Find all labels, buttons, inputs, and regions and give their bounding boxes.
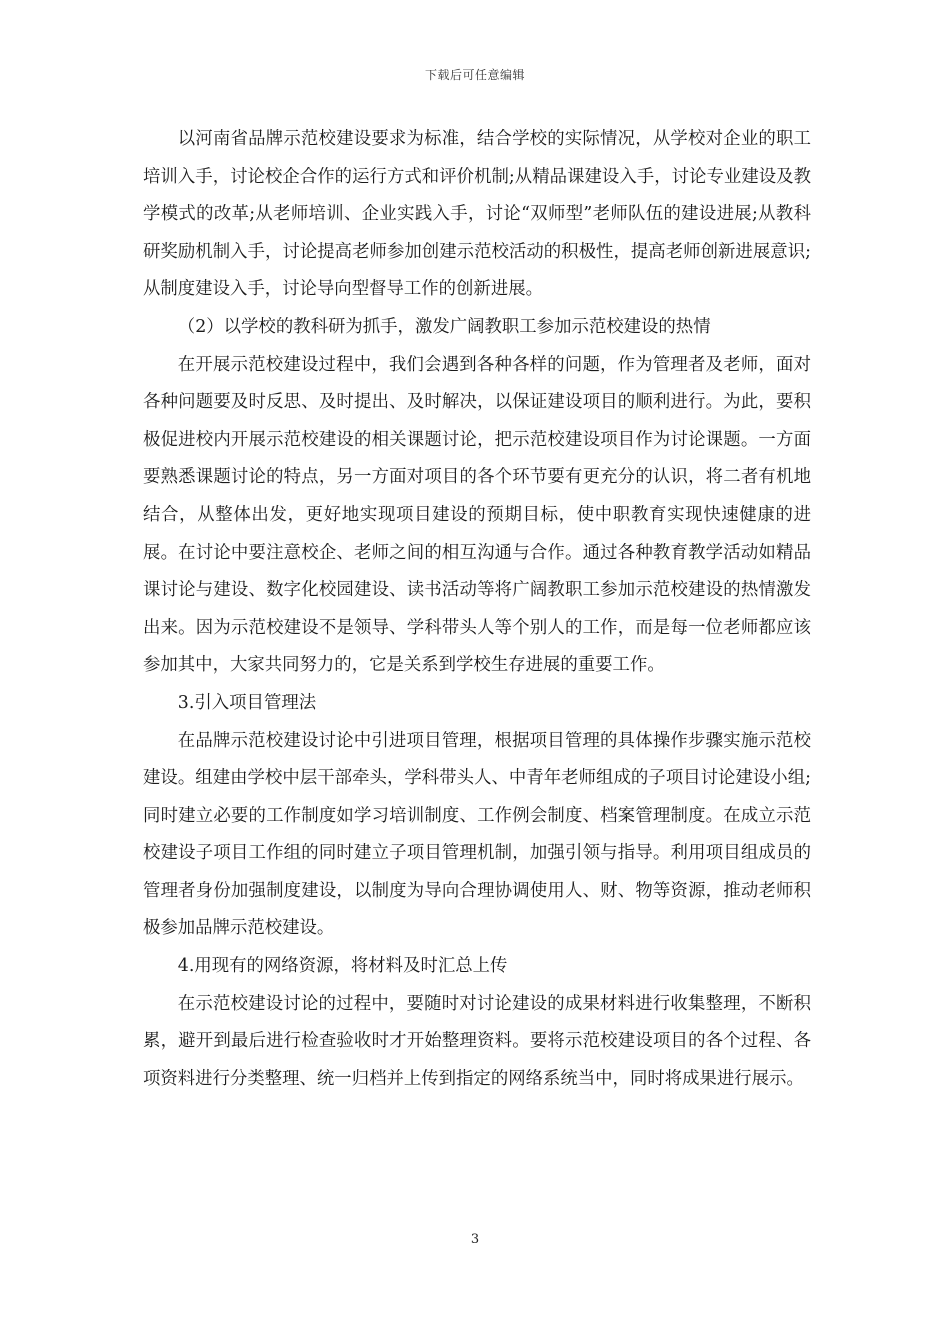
subheading-research-enthusiasm: （2）以学校的教科研为抓手，激发广阔教职工参加示范校建设的热情 (177, 316, 711, 337)
document-body (143, 121, 811, 1098)
paragraph-research-projects: 在开展示范校建设过程中，我们会遇到各种各样的问题，作为管理者及老师，面对各种问题要及时反思、及时提出、及时解决，以保证建设项目的顺利进行。为此，要积极促进校内开展示范校建设的相关课题讨论，把示范校建设项目作为讨论课题。一方面要熟悉课题讨论的特点，另一方面对项目的各个环节要有更充分的认识，将二者有机地结合，从整体出发，更好地实现项目建设的预期目标，使中职教育实现快速健康的进展。在讨论中要注意校企、老师之间的相互沟通与合作。通过各种教育教学活动如精品课讨论与建设、数字化校园建设、读书活动等将广阔教职工参加示范校建设的热情激发出来。因为示范校建设不是领导、学科带头人等个别人的工作，而是每一位老师都应该参加其中，大家共同努力的，它是关系到学校生存进展的重要工作。 (143, 354, 811, 676)
paragraph-project-management: 在品牌示范校建设讨论中引进项目管理，根据项目管理的具体操作步骤实施示范校建设。组建由学校中层干部牵头，学科带头人、中青年老师组成的子项目讨论建设小组;同时建立必要的工作制度如学习培训制度、工作例会制度、档案管理制度。在成立示范校建设子项目工作组的同时建立子项目管理机制，加强引领与指导。利用项目组成员的管理者身份加强制度建设，以制度为导向合理协调使用人、财、物等资源，推动老师积极参加品牌示范校建设。 (143, 730, 811, 939)
header-note: 下载后可任意编辑 (424, 68, 525, 82)
heading-project-management: 3.引入项目管理法 (177, 692, 317, 713)
paragraph-training-evaluation: 以河南省品牌示范校建设要求为标准，结合学校的实际情况，从学校对企业的职工培训入手，讨论校企合作的运行方式和评价机制;从精品课建设入手，讨论专业建设及教学模式的改革;从老师培训、企业实践入手，讨论“双师型”老师队伍的建设进展;从教科研奖励机制入手，讨论提高老师参加创建示范校活动的积极性，提高老师创新进展意识;从制度建设入手，讨论导向型督导工作的创新进展。 (143, 129, 811, 300)
paragraph-network-resources: 在示范校建设讨论的过程中，要随时对讨论建设的成果材料进行收集整理，不断积累，避开到最后进行检查验收时才开始整理资料。要将示范校建设项目的各个过程、各项资料进行分类整理、统一归档并上传到指定的网络系统当中，同时将成果进行展示。 (143, 993, 811, 1089)
heading-network-resources: 4.用现有的网络资源，将材料及时汇总上传 (177, 956, 508, 977)
page-number: 3 (470, 1232, 480, 1247)
